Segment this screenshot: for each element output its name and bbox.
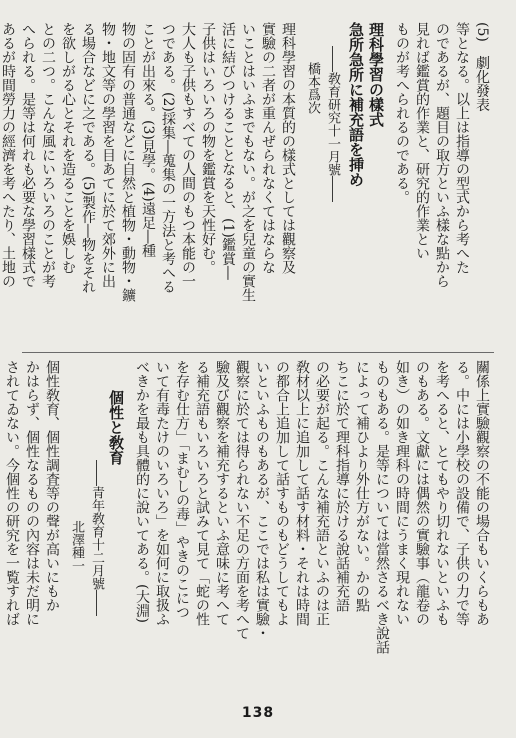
text-line: ものが考へられるのである。 [394, 22, 410, 204]
text-line: 物・地文等の學習を目あてに於て郊外に出 [100, 22, 116, 288]
text-line: いことはいふまでもない。が之を兒童の實生 [240, 22, 256, 302]
text-line: いて有毒たけのいろいろ」を如何に取扱ふ [154, 360, 170, 626]
lower-body-1 [132, 360, 492, 690]
text-line: の必要が起る。こんな補充語といふのは正 [314, 360, 330, 626]
section-author: 北澤種一 [69, 520, 84, 572]
section-body [2, 360, 62, 690]
text-line: 活に結びつけることとなると、(1)鑑賞― [220, 22, 236, 280]
text-line: つである。(2)採集―蒐集の一方法と考へる [160, 22, 176, 294]
text-line: 關係上實驗觀察の不能の場合もいくらもあ [474, 360, 490, 626]
text-line: の都合上追加して話すものもどうしてもよ [274, 360, 290, 626]
text-line: ことが出來る。(3)見學。(4)遠足―種 [140, 22, 156, 258]
text-line: る。中には小學校の設備で、子供の力で等 [454, 360, 470, 626]
text-line: によって補ひより外仕方がない。かの點 [354, 360, 370, 612]
text-line: を欲しがる心とそれを造ることを娛しむ [60, 22, 76, 274]
upper-column-intro [392, 22, 492, 344]
text-line: あるが時間勞力の經濟を考へたり、土地の [0, 22, 16, 288]
text-line: 子供はいろいろの物を鑑賞を天性好む。 [200, 22, 216, 274]
text-line: のであるが、題目の取方といふ樣な點から [434, 22, 450, 288]
text-line: いといふものもあるが、ここでは私は實驗・ [254, 360, 270, 640]
text-line: を存む仕方」「まむしの毒」やきのこにつ [174, 360, 190, 619]
text-line: 驗及び觀察を補充するといふ意味に考へて [214, 360, 230, 626]
text-line: との二つ。こんな風にいろいろのことが考 [40, 22, 56, 288]
text-line: 等となる。以上は指導の型式から考へた [454, 22, 470, 274]
text-line: る場合などに之である。(5)製作―物をそれ [80, 22, 96, 294]
section-author: 橋本爲次 [305, 62, 320, 114]
page-number: 138 [241, 705, 275, 721]
text-line: べきかを最も具體的に說いてある。(大淵) [134, 360, 150, 623]
section-title: 理科學習の樣式 [367, 22, 385, 127]
text-line: 個性敎育、個性調査等の聲が高いにもか [44, 360, 60, 612]
text-line: 觀察に於ては得られない不足の方面を考へて [234, 360, 250, 640]
text-line: かはらず、個性なるものの內容は未だ明に [24, 360, 40, 626]
section-subtitle: 急所急所に補充語を挿め [347, 22, 365, 187]
text-line: されてゐない。今個性の研究を一覧すれば [4, 360, 20, 626]
section-source: ――青年敎育十二月號―― [89, 460, 104, 616]
text-line: (5) 劇化發表 [474, 22, 490, 112]
text-line: ちこに於て理科指導に於ける說話補充語 [334, 360, 350, 612]
text-line: る補充語もいろいろと試みて見て「蛇の性 [194, 360, 210, 626]
section-title: 個性と敎育 [107, 390, 125, 465]
text-line: へられる。是等は何れも必要な學習樣式で [20, 22, 36, 288]
text-line: 如き）の如き理科の時間にうまく現れない [394, 360, 410, 626]
text-line: 理科學習の本質的の樣式としては觀察及 [280, 22, 296, 274]
upper-tier [0, 22, 492, 344]
text-line: ものもある。是等については當然さるべき說話 [374, 360, 390, 654]
lower-tier [4, 360, 492, 690]
text-line: のもある。文獻には偶然の實驗事（龍卷の [414, 360, 430, 626]
text-line: 物の固有の普通などに自然と植物・動物・鑛 [120, 22, 136, 302]
tier-divider [22, 352, 494, 353]
text-line: 實驗の二者が重んぜられなくてはならな [260, 22, 276, 274]
section-source: ――敎育研究十一月號―― [325, 46, 340, 202]
text-line: 敎材以上に追加して話す材料・それは時間 [294, 360, 310, 626]
text-line: 大人も子供もすべての人間のもつ本能の一 [180, 22, 196, 288]
text-line: を考へると、とてもやり切れないといふも [434, 360, 450, 626]
text-line: 見れば鑑賞的作業と、研究的作業とい [414, 22, 430, 260]
section-body [0, 22, 298, 344]
